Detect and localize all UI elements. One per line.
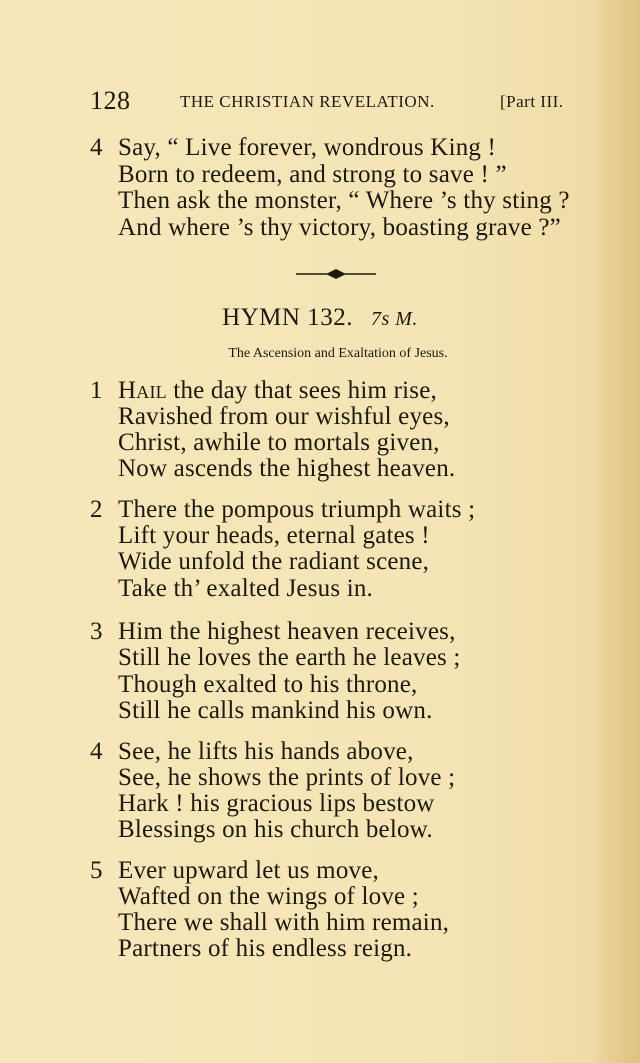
- verse-line: Christ, awhile to mortals given,: [118, 429, 440, 456]
- stanza-number: 4: [90, 134, 103, 161]
- verse-line: Hark ! his gracious lips bestow: [118, 790, 435, 817]
- verse-line: Blessings on his church below.: [118, 816, 433, 843]
- verse-line: There we shall with him remain,: [118, 909, 450, 936]
- verse-line: Partners of his endless reign.: [118, 935, 413, 962]
- verse-line: Hail the day that sees him rise,: [118, 377, 437, 404]
- verse-line: See, he shows the prints of love ;: [118, 764, 456, 791]
- stanza-number: 1: [90, 377, 103, 404]
- stanza-number: 3: [90, 618, 103, 645]
- stanza-number: 4: [90, 738, 103, 765]
- verse-line: Wafted on the wings of love ;: [118, 883, 419, 910]
- verse-line: Still he calls mankind his own.: [118, 697, 433, 724]
- verse-line: Then ask the monster, “ Where ’s thy sting ?: [118, 187, 570, 214]
- verse-line: Lift your heads, eternal gates !: [118, 522, 430, 549]
- page-header: [90, 86, 590, 116]
- hymn-meter: 7s M.: [370, 308, 418, 330]
- stanza-number: 2: [90, 496, 103, 523]
- page-number: 128: [90, 86, 131, 115]
- running-title: THE CHRISTIAN REVELATION.: [180, 92, 435, 111]
- stanza-number: 5: [90, 857, 103, 884]
- verse-line: Though exalted to his throne,: [118, 671, 418, 698]
- verse-line: Ravished from our wishful eyes,: [118, 403, 450, 430]
- verse-line: Him the highest heaven receives,: [118, 618, 456, 645]
- verse-line: Born to redeem, and strong to save ! ”: [118, 161, 507, 188]
- verse-line: And where ’s thy victory, boasting grave ?”: [118, 214, 561, 241]
- verse-line: There the pompous triumph waits ;: [118, 496, 476, 523]
- hymn-number: HYMN 132.: [222, 304, 353, 331]
- verse-line: See, he lifts his hands above,: [118, 738, 414, 765]
- part-label: [Part III.: [500, 92, 564, 111]
- hymn-subtitle: The Ascension and Exaltation of Jesus.: [228, 346, 448, 361]
- drop-word: Hail: [118, 377, 167, 404]
- verse-line: Ever upward let us move,: [118, 857, 379, 884]
- divider-ornament: [296, 266, 376, 282]
- verse-line: Wide unfold the radiant scene,: [118, 548, 430, 575]
- verse-line: Say, “ Live forever, wondrous King !: [118, 134, 497, 161]
- hymn-title: [0, 304, 640, 332]
- verse-line: Now ascends the highest heaven.: [118, 455, 456, 482]
- verse-line: Take th’ exalted Jesus in.: [118, 575, 373, 602]
- verse-line: Still he loves the earth he leaves ;: [118, 644, 461, 671]
